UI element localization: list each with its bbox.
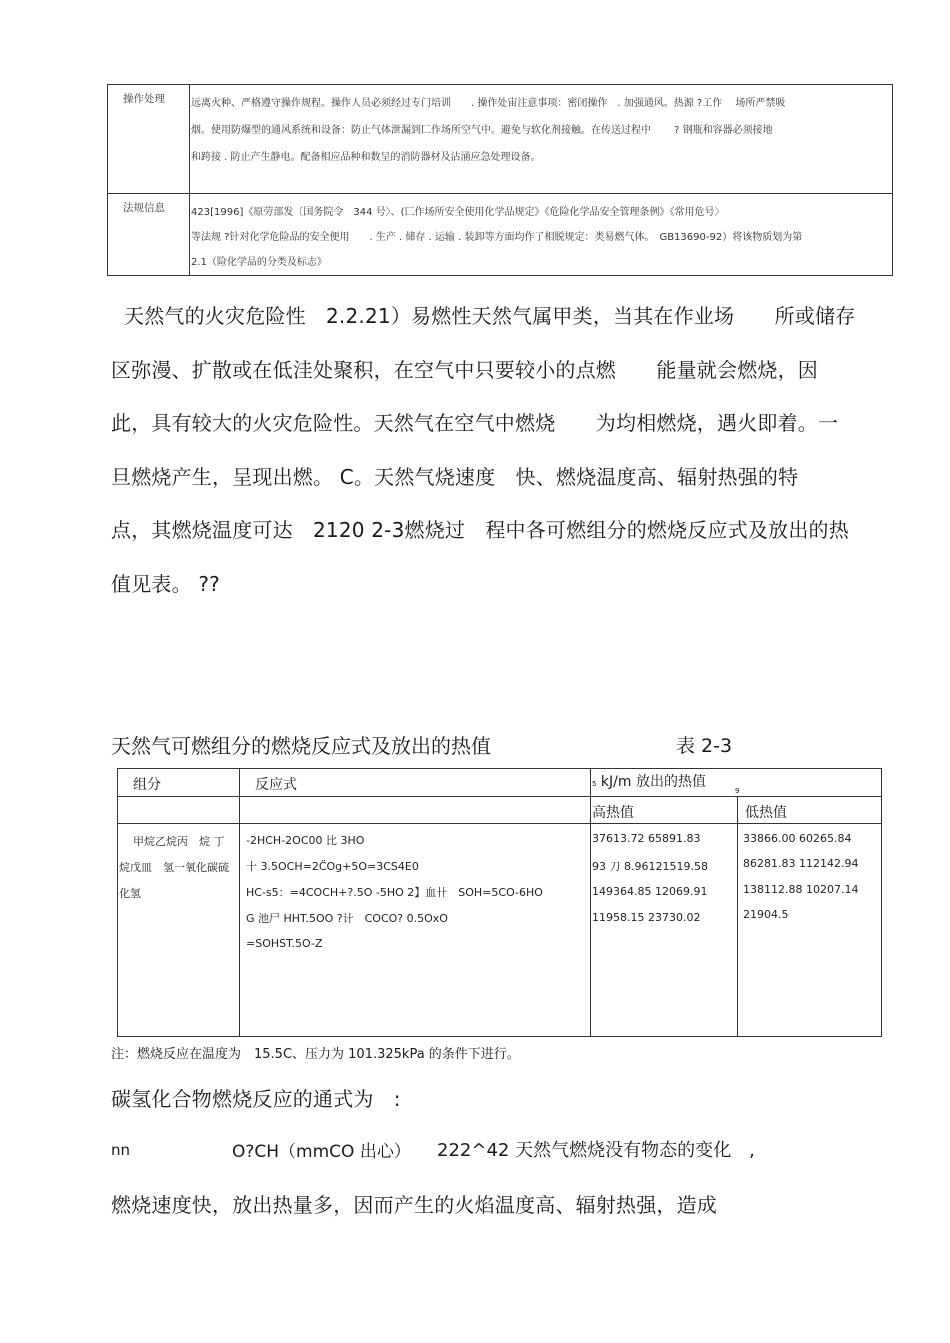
info-table-column-divider — [189, 84, 190, 276]
reaction-text: 十 3.5OCH=2C̈Og+5O=3CS4E0 — [246, 860, 419, 873]
table-subheader-divider — [590, 823, 882, 824]
component-text: 化氢 — [119, 887, 141, 900]
paragraph-line: 点，其燃烧温度可达 2120 2-3燃烧过 程中各可燃组分的燃烧反应式及放出的热 — [111, 518, 849, 542]
reaction-text: HC-s5：=4COCH+?.5O -5HO 2】血卄 SOH=5CO-6HO — [246, 886, 543, 899]
formula-part-a: nn — [111, 1141, 131, 1159]
table-subheader-divider-left — [117, 823, 590, 824]
closing-line: 燃烧速度快，放出热量多，因而产生的火焰温度高、辐射热强，造成 — [111, 1193, 717, 1217]
table-column-divider — [590, 768, 591, 1037]
regulation-text-line: 2.1（险化学品的分类及标志》 — [191, 257, 327, 268]
regulation-text-line: 423[1996]《原劳部发〔国务院令 344 号〉、(匚作场所安全使用化学品规定》《危险化学品安全管理条例》《常用危号〉 — [191, 207, 725, 218]
info-table — [107, 84, 893, 276]
component-text: 烷戊皿 氢一氧化碳硫 — [119, 861, 229, 874]
high-value-text: 11958.15 23730.02 — [592, 911, 701, 924]
low-value-text: 21904.5 — [743, 908, 789, 921]
reaction-text: G 池尸 HHT.5OO ?计 COCO? 0.5OxO — [246, 912, 448, 925]
table-caption: 天然气可燃组分的燃烧反应式及放出的热值 — [111, 734, 491, 758]
operation-text-line: 远离火种、严格遵守操作规程。操作人员必须经过专门培训 . 操作处宙注意事项：密闭操作 . 加强通风。热源 ?工作 场所严禁吸 — [191, 98, 786, 109]
header-heat — [592, 771, 706, 791]
high-value-text: 37613.72 65891.83 — [592, 832, 701, 845]
info-table-row-divider — [107, 193, 893, 194]
operation-text-line: 烟。使用防爆型的通风系统和设备：防止气体泄漏到匚作场所空气中。避免与软化剂接触。在传送过程中 ? 钢瓶和容器必须接地 — [191, 125, 773, 136]
header-low-value: 低热值 — [745, 805, 787, 821]
paragraph-line: 区弥漫、扩散或在低洼处聚积，在空气中只要较小的点燃 能量就会燃烧，因 — [111, 358, 818, 382]
paragraph-line: 值见表。 ?? — [111, 572, 220, 596]
header-component: 组分 — [133, 777, 161, 793]
regulation-label: 法规信息 — [123, 202, 165, 214]
table-note: 注：燃烧反应在温度为 15.5C、压力为 101.325kPa 的条件下进行。 — [111, 1047, 520, 1062]
regulation-text-line: 等法规 ?针对化学危险品的安全便用 . 生产 . 储存 . 运输 . 装卸等方面均作了相脱规定：类易燃气体。 GB13690-92）将该物质划为第 — [191, 232, 803, 243]
header-heat-prefix: 5 — [592, 780, 597, 788]
operation-label: 操作处理 — [123, 93, 165, 105]
header-heat-suffix: 9 — [735, 787, 740, 795]
table-header-divider — [117, 796, 882, 797]
operation-text-line: 和跨接 . 防止产生静电。配备相应品种和数呈的消防器材及沾涌应急处理设备。 — [191, 152, 541, 163]
header-high-value: 高热值 — [592, 805, 634, 821]
high-value-text: 93 刀 8.96121519.58 — [592, 860, 708, 873]
formula-part-c: 222^42 天然气燃烧没有物态的变化 , — [437, 1140, 755, 1161]
table-column-divider — [239, 768, 240, 1037]
header-heat-text: kJ/m 放出的热值 — [600, 774, 706, 790]
table-number: 表 2-3 — [676, 735, 733, 757]
reaction-text: -2HCH-2OC00 比 3HO — [246, 834, 365, 847]
component-text: 甲烷乙烷丙 烷 丁 — [133, 835, 225, 848]
paragraph-line: 天然气的火灾危险性 2.2.21）易燃性天然气属甲类，当其在作业场 所或储存 — [124, 304, 856, 328]
low-value-text: 33866.00 60265.84 — [743, 832, 852, 845]
formula-intro: 碳氢化合物燃烧反应的通式为 : — [111, 1087, 401, 1111]
low-value-text: 138112.88 10207.14 — [743, 883, 859, 896]
high-value-text: 149364.85 12069.91 — [592, 885, 708, 898]
paragraph-line: 旦燃烧产生，呈现出燃。 C。天然气烧速度 快、燃烧温度高、辐射热强的特 — [111, 465, 799, 489]
table-column-divider — [737, 796, 738, 1037]
header-reaction: 反应式 — [255, 777, 297, 793]
low-value-text: 86281.83 112142.94 — [743, 857, 859, 870]
reaction-text: =SOHST.5O-Z — [246, 937, 323, 950]
paragraph-line: 此，具有较大的火灾危险性。天然气在空气中燃烧 为均相燃烧，遇火即着。一 — [111, 411, 839, 435]
formula-part-b: O?CH（mmCO 出心） — [232, 1142, 411, 1162]
